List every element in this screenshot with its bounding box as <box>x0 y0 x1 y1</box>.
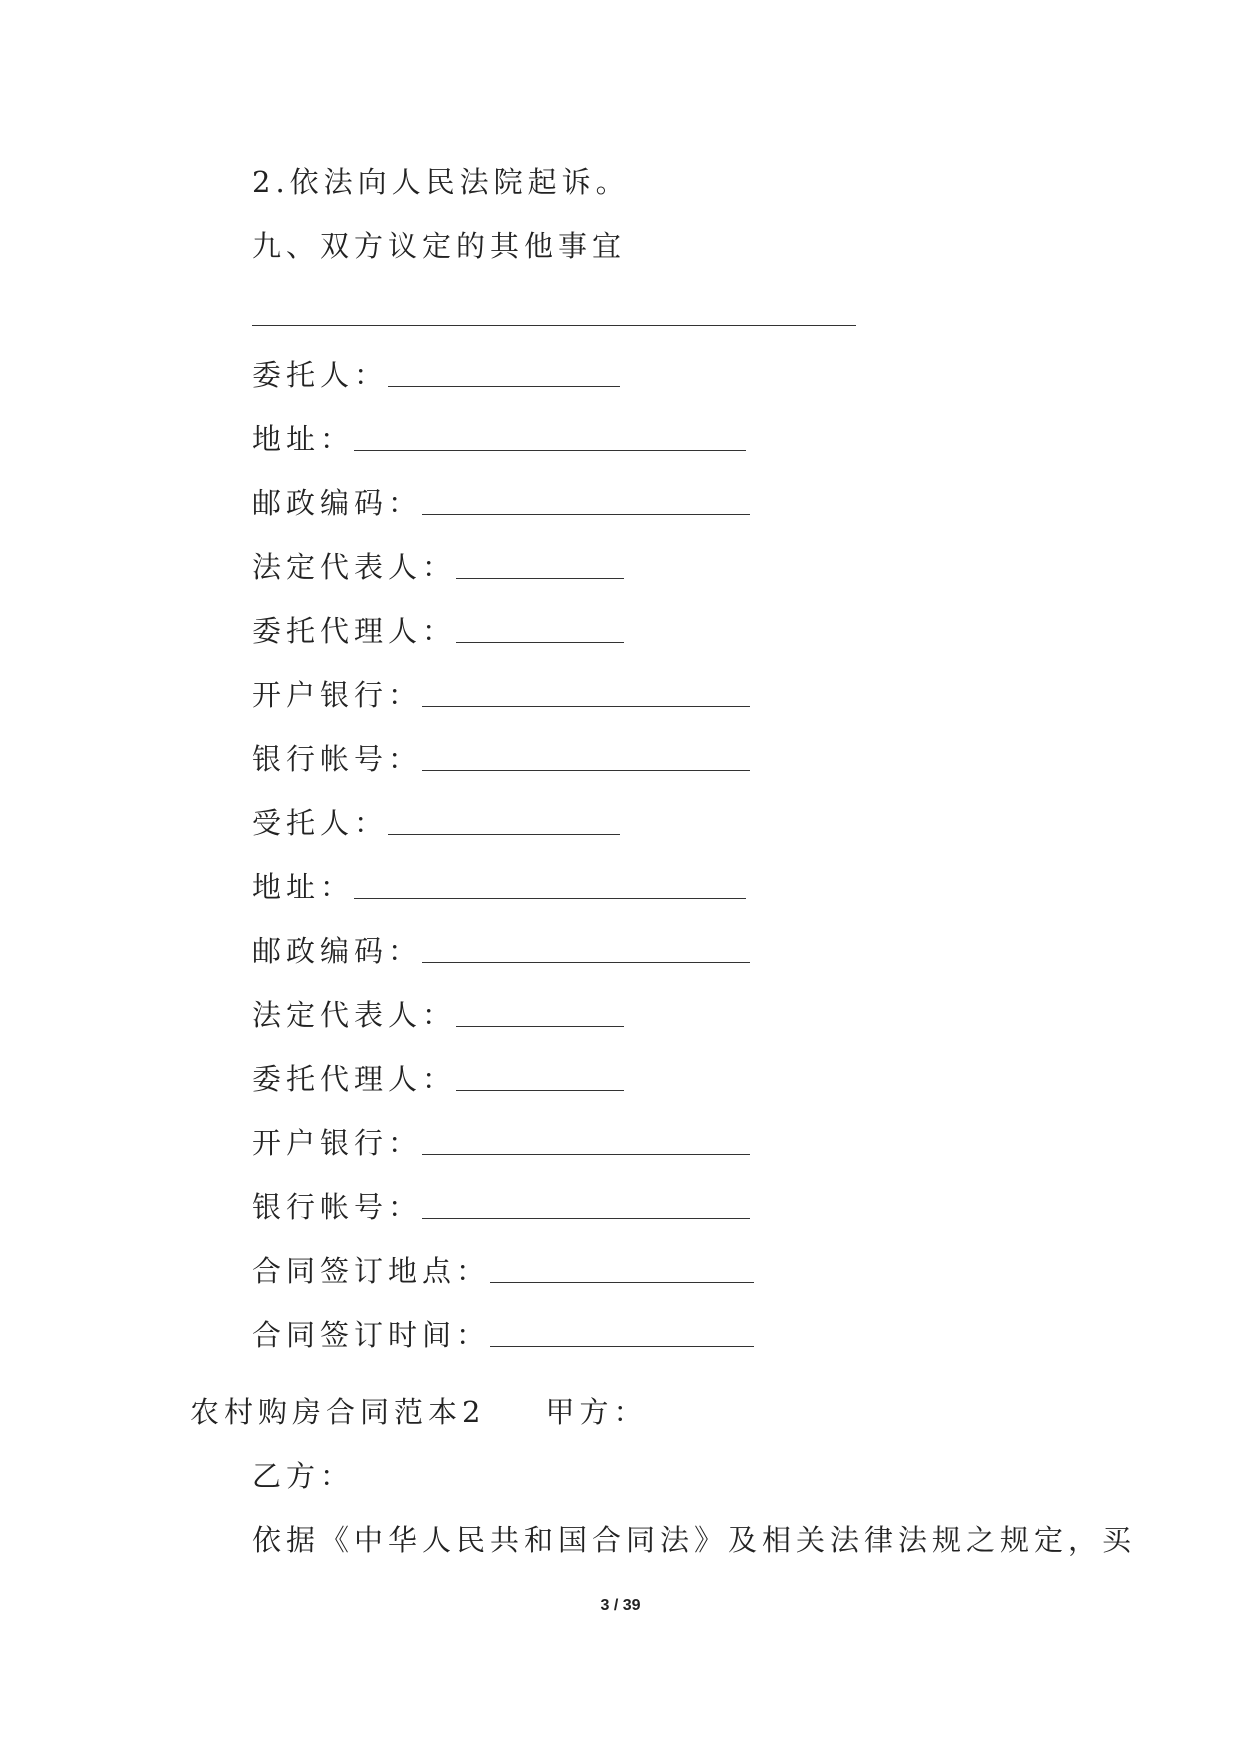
signing-place-label: 合同签订地点： <box>252 1254 491 1288</box>
trustee-label: 受托人： <box>252 806 389 840</box>
trustee-account-field <box>252 1187 750 1227</box>
trustee-legal-rep-blank <box>456 1025 624 1027</box>
trustee-bank-blank <box>422 1153 750 1155</box>
signing-time-blank <box>490 1345 754 1347</box>
trustee-account-blank <box>422 1217 750 1219</box>
principal-legal-rep-label: 法定代表人： <box>252 550 457 584</box>
principal-field <box>252 355 620 395</box>
trustee-legal-rep-field <box>252 995 624 1035</box>
template-2-intro: 依据《中华人民共和国合同法》及相关法律法规之规定，买 <box>252 1523 1137 1557</box>
principal-bank-field <box>252 675 750 715</box>
principal-account-field <box>252 739 750 779</box>
page-number: 3 / 39 <box>600 1597 641 1614</box>
principal-bank-blank <box>422 705 750 707</box>
principal-postcode-field <box>252 483 750 523</box>
clause-9-heading: 九、双方议定的其他事宜 <box>252 229 627 263</box>
principal-bank-label: 开户银行： <box>252 678 423 712</box>
template-2-heading <box>190 1392 647 1432</box>
signing-place-blank <box>490 1281 754 1283</box>
trustee-agent-blank <box>456 1089 624 1091</box>
trustee-agent-label: 委托代理人： <box>252 1062 457 1096</box>
principal-address-blank <box>354 449 746 451</box>
signing-time-label: 合同签订时间： <box>252 1318 491 1352</box>
party-a-label: 甲方： <box>545 1395 648 1429</box>
principal-legal-rep-field <box>252 547 624 587</box>
clause-2-text: 2.依法向人民法院起诉。 <box>252 165 630 199</box>
trustee-legal-rep-label: 法定代表人： <box>252 998 457 1032</box>
other-matters-blank-line <box>252 325 856 326</box>
trustee-postcode-label: 邮政编码： <box>252 934 423 968</box>
principal-account-blank <box>422 769 750 771</box>
trustee-field <box>252 803 620 843</box>
principal-legal-rep-blank <box>456 577 624 579</box>
principal-blank <box>388 385 620 387</box>
principal-agent-field <box>252 611 624 651</box>
principal-address-field <box>252 419 746 459</box>
party-b-label: 乙方： <box>252 1459 355 1493</box>
trustee-address-label: 地址： <box>252 870 355 904</box>
principal-account-label: 银行帐号： <box>252 742 423 776</box>
signing-time-field <box>252 1315 754 1355</box>
signing-place-field <box>252 1251 754 1291</box>
trustee-blank <box>388 833 620 835</box>
principal-postcode-blank <box>422 513 750 515</box>
trustee-postcode-blank <box>422 961 750 963</box>
trustee-account-label: 银行帐号： <box>252 1190 423 1224</box>
principal-address-label: 地址： <box>252 422 355 456</box>
trustee-agent-field <box>252 1059 624 1099</box>
principal-label: 委托人： <box>252 358 389 392</box>
trustee-bank-label: 开户银行： <box>252 1126 423 1160</box>
principal-agent-label: 委托代理人： <box>252 614 457 648</box>
principal-postcode-label: 邮政编码： <box>252 486 423 520</box>
template-2-title: 农村购房合同范本2 <box>190 1395 486 1429</box>
trustee-bank-field <box>252 1123 750 1163</box>
trustee-address-field <box>252 867 746 907</box>
trustee-postcode-field <box>252 931 750 971</box>
principal-agent-blank <box>456 641 624 643</box>
trustee-address-blank <box>354 897 746 899</box>
